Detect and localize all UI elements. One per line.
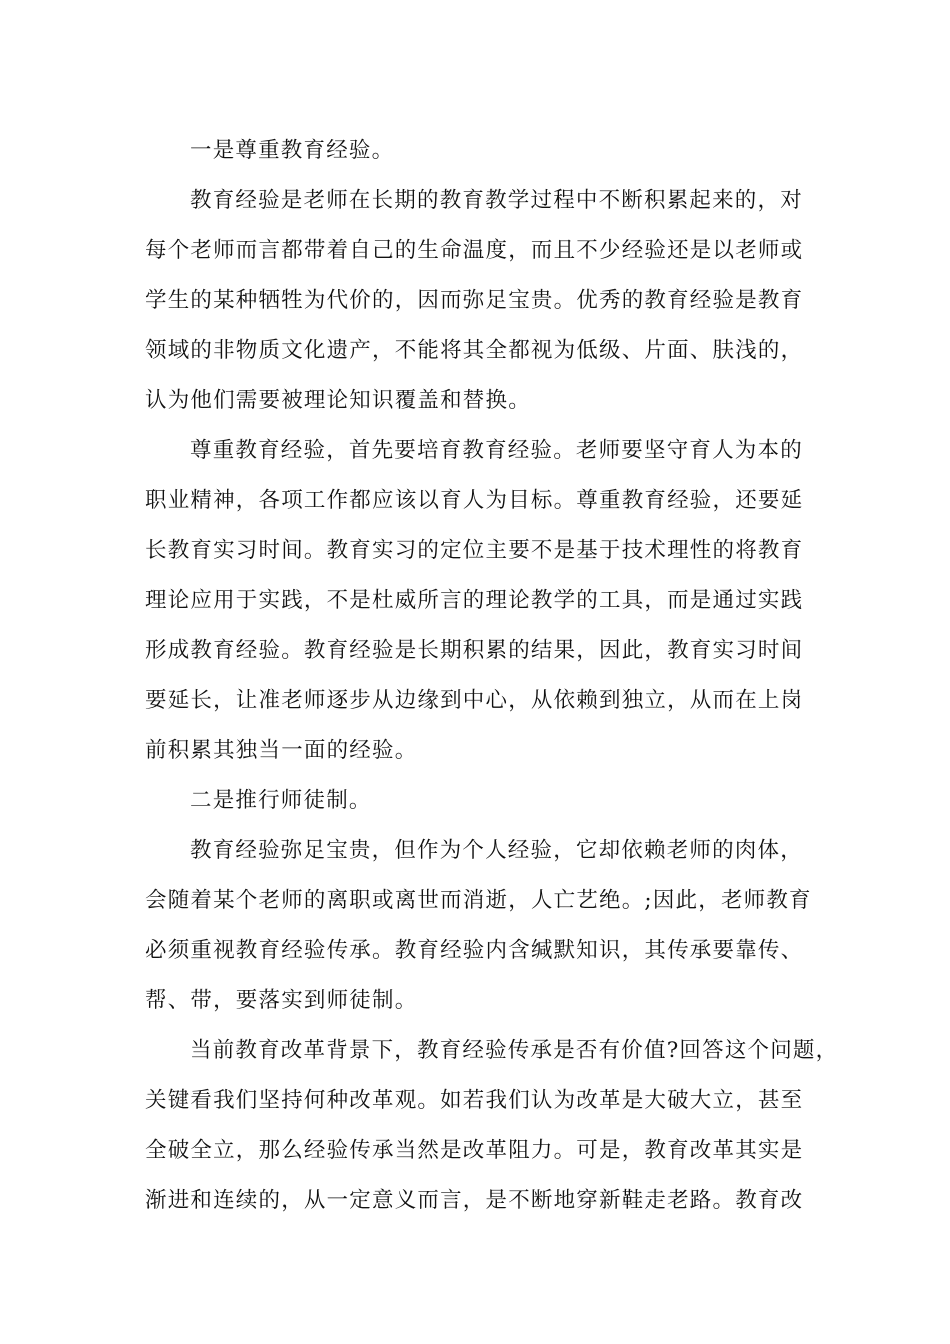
paragraph-line: 会随着某个老师的离职或离世而消逝，人亡艺绝。;因此，老师教育: [145, 888, 812, 913]
paragraph-line: 要延长，让准老师逐步从边缘到中心，从依赖到独立，从而在上岗: [145, 688, 804, 713]
paragraph-line: 教育经验是老师在长期的教育教学过程中不断积累起来的，对: [190, 188, 803, 213]
section-heading-1: 一是尊重教育经验。: [190, 138, 395, 163]
paragraph-line: 尊重教育经验，首先要培育教育经验。老师要坚守育人为本的: [190, 438, 803, 463]
paragraph-line: 教育经验弥足宝贵，但作为个人经验，它却依赖老师的肉体，: [190, 838, 803, 863]
paragraph-line: 前积累其独当一面的经验。: [145, 738, 418, 763]
paragraph-line: 必须重视教育经验传承。教育经验内含缄默知识，其传承要靠传、: [145, 938, 804, 963]
paragraph-line: 认为他们需要被理论知识覆盖和替换。: [145, 388, 531, 413]
paragraph-line: 当前教育改革背景下，教育经验传承是否有价值?回答这个问题，: [190, 1038, 839, 1063]
paragraph-line: 理论应用于实践，不是杜威所言的理论教学的工具，而是通过实践: [145, 588, 804, 613]
paragraph-line: 每个老师而言都带着自己的生命温度，而且不少经验还是以老师或: [145, 238, 804, 263]
paragraph-line: 长教育实习时间。教育实习的定位主要不是基于技术理性的将教育: [145, 538, 804, 563]
section-heading-2: 二是推行师徒制。: [190, 788, 372, 813]
paragraph-line: 全破全立，那么经验传承当然是改革阻力。可是，教育改革其实是: [145, 1138, 804, 1163]
paragraph-line: 关键看我们坚持何种改革观。如若我们认为改革是大破大立，甚至: [145, 1088, 804, 1113]
paragraph-line: 领域的非物质文化遗产，不能将其全都视为低级、片面、肤浅的，: [145, 338, 804, 363]
paragraph-line: 职业精神，各项工作都应该以育人为目标。尊重教育经验，还要延: [145, 488, 804, 513]
paragraph-line: 渐进和连续的，从一定意义而言，是不断地穿新鞋走老路。教育改: [145, 1188, 804, 1213]
paragraph-line: 学生的某种牺牲为代价的，因而弥足宝贵。优秀的教育经验是教育: [145, 288, 804, 313]
paragraph-line: 帮、带，要落实到师徒制。: [145, 988, 418, 1013]
paragraph-line: 形成教育经验。教育经验是长期积累的结果，因此，教育实习时间: [145, 638, 804, 663]
